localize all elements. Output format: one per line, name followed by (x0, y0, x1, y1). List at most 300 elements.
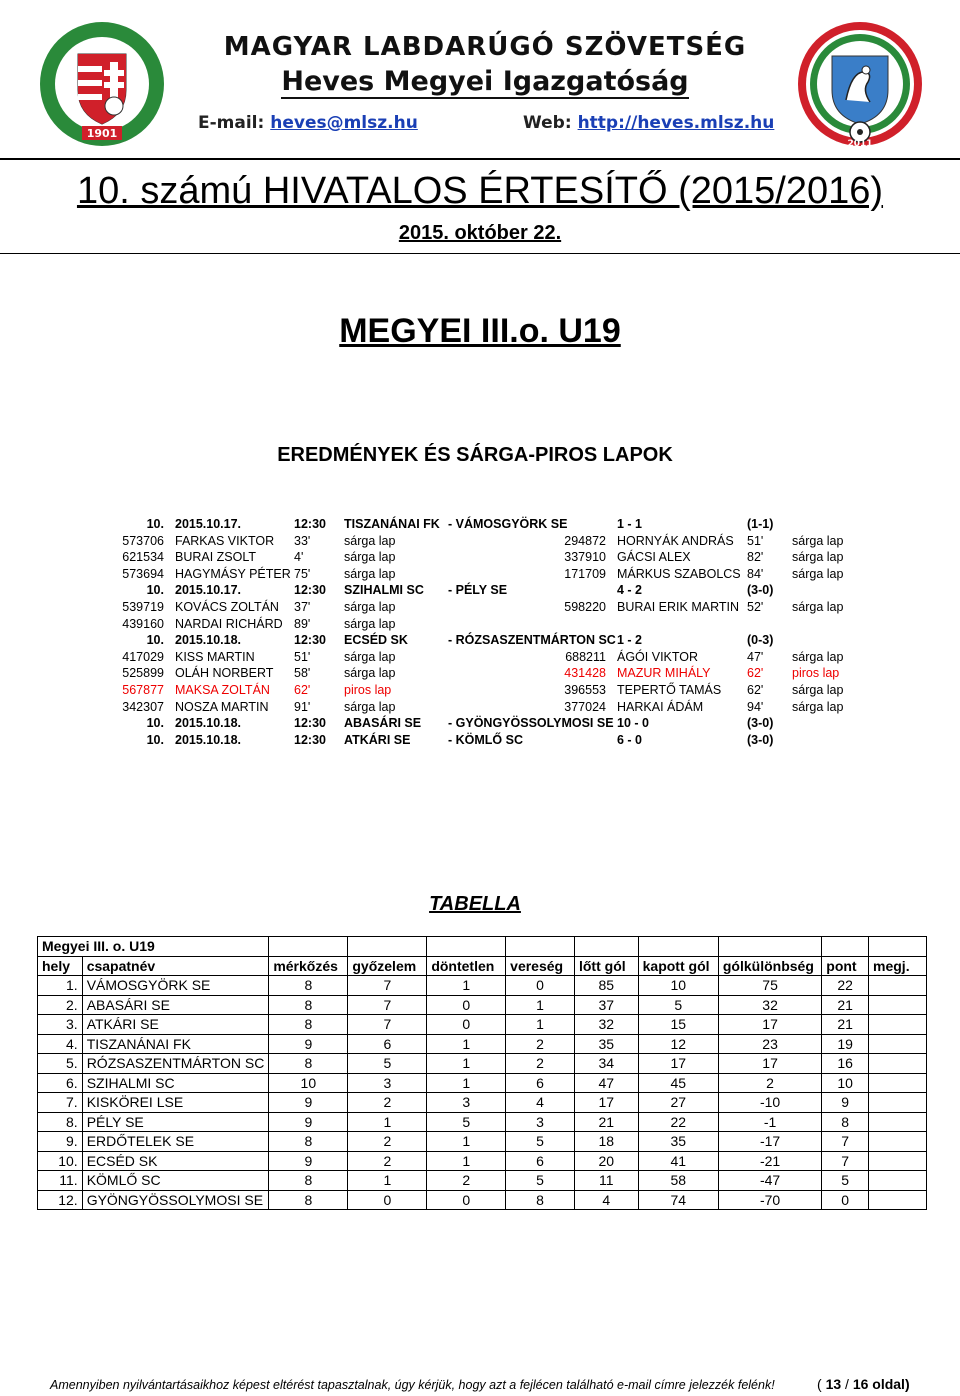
table-row (38, 1190, 927, 1210)
column-header: kapott gól (638, 956, 718, 976)
player-id: 525899 (122, 666, 164, 681)
table-cell: 0 (427, 995, 506, 1015)
table-cell: 8 (269, 995, 348, 1015)
player-id: 294872 (564, 533, 606, 548)
card-row (0, 699, 960, 716)
card-minute: 47' (747, 649, 764, 664)
card-type: sárga lap (344, 566, 396, 581)
table-cell: 7. (38, 1093, 83, 1113)
table-cell (869, 1190, 927, 1210)
table-cell: 34 (574, 1054, 638, 1074)
match-round: 10. (146, 732, 164, 747)
table-cell: 11 (574, 1171, 638, 1191)
page-number: 13 (825, 1376, 842, 1392)
table-cell: 6 (506, 1073, 575, 1093)
player-name: HARKAI ÁDÁM (617, 699, 704, 714)
away-team: - VÁMOSGYÖRK SE (448, 517, 568, 531)
match-round: 10. (146, 633, 164, 648)
card-minute: 52' (747, 599, 764, 614)
match-score: 1 - 1 (617, 517, 643, 531)
column-header: győzelem (348, 956, 427, 976)
column-header: döntetlen (427, 956, 506, 976)
card-minute: 75' (294, 566, 311, 581)
card-minute: 33' (294, 533, 311, 548)
card-row (0, 599, 960, 616)
card-type: sárga lap (344, 550, 396, 565)
card-type: sárga lap (344, 599, 396, 614)
table-cell: 9 (269, 1112, 348, 1132)
home-team: TISZANÁNAI FK (344, 517, 440, 531)
table-cell (869, 1054, 927, 1074)
halftime-score: (1-1) (747, 517, 774, 531)
title-divider (0, 253, 960, 254)
tabella-title (0, 893, 950, 916)
table-cell: 35 (574, 1034, 638, 1054)
table-cell: 35 (638, 1132, 718, 1152)
table-cell: 5 (427, 1112, 506, 1132)
away-team: - RÓZSASZENTMÁRTON SC (448, 633, 616, 648)
table-cell: 0 (427, 1015, 506, 1035)
table-cell: 2 (427, 1171, 506, 1191)
table-cell: 1 (427, 976, 506, 996)
card-minute: 51' (294, 649, 311, 664)
player-id: 342307 (122, 699, 164, 714)
match-round: 10. (146, 716, 164, 731)
table-cell (869, 1151, 927, 1171)
card-type: sárga lap (344, 699, 396, 714)
card-type: sárga lap (792, 649, 844, 664)
table-cell: 10 (638, 976, 718, 996)
page-total: 16 (852, 1376, 869, 1392)
table-cell (869, 1112, 927, 1132)
web-label: Web: (523, 113, 572, 133)
table-cell: 2 (506, 1034, 575, 1054)
match-score: 1 - 2 (617, 633, 643, 648)
card-type: sárga lap (344, 649, 396, 664)
table-cell: 47 (574, 1073, 638, 1093)
table-cell: -47 (718, 1171, 821, 1191)
team-name: ATKÁRI SE (82, 1015, 269, 1035)
bulletin-date-text: 2015. október 22. (398, 222, 562, 244)
team-name: ERDŐTELEK SE (82, 1132, 269, 1152)
table-cell: 1 (427, 1151, 506, 1171)
table-cell: 8 (506, 1190, 575, 1210)
table-cell: 3 (506, 1112, 575, 1132)
team-name: KÖMLŐ SC (82, 1171, 269, 1191)
home-team: ABASÁRI SE (344, 716, 422, 731)
player-name: ÁGÓI VIKTOR (617, 649, 699, 664)
table-row (38, 1112, 927, 1132)
team-name: ABASÁRI SE (82, 995, 269, 1015)
player-id: 688211 (565, 649, 606, 664)
card-minute: 62' (747, 666, 764, 681)
standings-league-label: Megyei III. o. U19 (38, 937, 269, 957)
match-date: 2015.10.17. (175, 517, 242, 531)
column-header: gólkülönbség (718, 956, 821, 976)
table-cell: 4. (38, 1034, 83, 1054)
table-cell: 1 (427, 1054, 506, 1074)
halftime-score: (3-0) (747, 583, 774, 598)
halftime-score: (3-0) (747, 716, 774, 731)
column-header: mérkőzés (269, 956, 348, 976)
table-cell: 8 (269, 1054, 348, 1074)
table-cell: 41 (638, 1151, 718, 1171)
table-cell: 0 (506, 976, 575, 996)
table-row (38, 1015, 927, 1035)
heves-igazgatosag-logo (796, 20, 924, 148)
team-name: PÉLY SE (82, 1112, 269, 1132)
table-cell: 9 (269, 1034, 348, 1054)
table-cell: 7 (822, 1132, 869, 1152)
team-name: ECSÉD SK (82, 1151, 269, 1171)
bulletin-title (0, 170, 960, 213)
table-cell: 2 (348, 1132, 427, 1152)
column-header: lőtt gól (574, 956, 638, 976)
player-name: BURAI ZSOLT (175, 550, 257, 565)
column-header: hely (38, 956, 83, 976)
card-minute: 58' (294, 666, 311, 681)
table-cell: 9 (269, 1151, 348, 1171)
away-team: - KÖMLŐ SC (448, 732, 523, 747)
logo-year-left: 1901 (86, 127, 118, 140)
table-cell: 19 (822, 1034, 869, 1054)
match-date: 2015.10.17. (175, 583, 242, 598)
player-name: HAGYMÁSY PÉTER (175, 566, 291, 581)
bulletin-date (0, 222, 960, 245)
table-row (38, 976, 927, 996)
player-name: KISS MARTIN (175, 649, 255, 664)
table-cell: 21 (822, 995, 869, 1015)
table-cell: 12 (638, 1034, 718, 1054)
table-row (38, 1132, 927, 1152)
team-name: TISZANÁNAI FK (82, 1034, 269, 1054)
table-cell: 22 (822, 976, 869, 996)
card-type: sárga lap (792, 599, 844, 614)
table-cell: 20 (574, 1151, 638, 1171)
table-cell: 27 (638, 1093, 718, 1113)
email-link[interactable]: heves@mlsz.hu (270, 113, 418, 133)
player-id: 417029 (122, 649, 164, 664)
card-row (0, 549, 960, 566)
team-name: VÁMOSGYÖRK SE (82, 976, 269, 996)
bulletin-title-text: 10. számú HIVATALOS ÉRTESÍTŐ (2015/2016) (76, 170, 884, 212)
card-type: sárga lap (344, 666, 396, 681)
table-cell: 58 (638, 1171, 718, 1191)
table-cell: 0 (822, 1190, 869, 1210)
card-type: sárga lap (344, 533, 396, 548)
team-name: KISKÖREI LSE (82, 1093, 269, 1113)
player-name: NOSZA MARTIN (175, 699, 269, 714)
table-cell: 7 (348, 1015, 427, 1035)
card-type: piros lap (344, 682, 392, 697)
card-minute: 4' (294, 550, 304, 565)
table-cell: 6 (506, 1151, 575, 1171)
match-round: 10. (146, 583, 164, 598)
results-list (0, 516, 960, 748)
match-row (0, 582, 960, 599)
match-row (0, 516, 960, 533)
card-type: sárga lap (792, 533, 844, 548)
player-id: 573706 (122, 533, 164, 548)
table-cell: 6 (348, 1034, 427, 1054)
player-id: 621534 (122, 550, 164, 565)
table-cell: 2 (348, 1093, 427, 1113)
table-cell: 3. (38, 1015, 83, 1035)
table-cell: 8 (269, 1171, 348, 1191)
card-minute: 82' (747, 550, 764, 565)
table-cell: 8. (38, 1112, 83, 1132)
table-cell (869, 995, 927, 1015)
table-row (38, 1171, 927, 1191)
player-id: 567877 (122, 682, 164, 697)
player-name: NARDAI RICHÁRD (175, 616, 283, 631)
table-cell: 8 (822, 1112, 869, 1132)
table-cell: 3 (427, 1093, 506, 1113)
player-id: 573694 (122, 566, 164, 581)
match-row (0, 632, 960, 649)
table-cell: 7 (348, 995, 427, 1015)
web-contact (523, 113, 774, 133)
table-cell: 37 (574, 995, 638, 1015)
column-header: pont (822, 956, 869, 976)
match-time: 12:30 (294, 716, 326, 731)
table-cell: 16 (822, 1054, 869, 1074)
table-cell: 7 (822, 1151, 869, 1171)
table-cell (869, 1132, 927, 1152)
match-row (0, 715, 960, 732)
match-score: 10 - 0 (617, 716, 649, 731)
card-row (0, 616, 960, 633)
table-cell: 0 (427, 1190, 506, 1210)
match-time: 12:30 (294, 633, 326, 648)
table-cell: 1 (348, 1171, 427, 1191)
player-name: MAKSA ZOLTÁN (175, 682, 270, 697)
table-cell: -70 (718, 1190, 821, 1210)
card-minute: 62' (294, 682, 311, 697)
player-id: 431428 (564, 666, 606, 681)
card-row (0, 682, 960, 699)
table-cell: 9 (822, 1093, 869, 1113)
player-name: MÁRKUS SZABOLCS (617, 566, 741, 581)
table-cell: 17 (574, 1093, 638, 1113)
table-cell: 2 (718, 1073, 821, 1093)
table-cell: 85 (574, 976, 638, 996)
table-row (38, 1034, 927, 1054)
card-type: piros lap (792, 666, 840, 681)
card-minute: 91' (294, 699, 311, 714)
table-cell (869, 1034, 927, 1054)
table-cell: 21 (822, 1015, 869, 1035)
page-open: ( (817, 1376, 822, 1392)
player-id: 171709 (564, 566, 606, 581)
card-minute: 51' (747, 533, 764, 548)
player-name: OLÁH NORBERT (175, 666, 274, 681)
card-type: sárga lap (792, 550, 844, 565)
results-section-title: EREDMÉNYEK ÉS SÁRGA-PIROS LAPOK (277, 444, 673, 466)
league-title-text: MEGYEI III.o. U19 (339, 312, 621, 350)
table-cell: 6. (38, 1073, 83, 1093)
match-date: 2015.10.18. (175, 732, 242, 747)
table-row (38, 1151, 927, 1171)
table-cell: 75 (718, 976, 821, 996)
table-cell: 5 (506, 1171, 575, 1191)
table-cell (869, 1171, 927, 1191)
table-cell: -17 (718, 1132, 821, 1152)
table-cell: 4 (574, 1190, 638, 1210)
home-team: ATKÁRI SE (344, 732, 411, 747)
table-cell: -21 (718, 1151, 821, 1171)
page-separator: / (845, 1376, 849, 1392)
table-cell: 1 (427, 1132, 506, 1152)
match-time: 12:30 (294, 583, 326, 598)
player-id: 377024 (564, 699, 606, 714)
table-cell: 1 (506, 995, 575, 1015)
home-team: SZIHALMI SC (344, 583, 424, 598)
table-cell: 8 (269, 976, 348, 996)
table-cell: 10 (822, 1073, 869, 1093)
web-link[interactable]: http://heves.mlsz.hu (577, 113, 775, 133)
logo-year-right: 2011 (847, 139, 873, 148)
standings-league-row (38, 937, 927, 957)
table-cell: 5 (638, 995, 718, 1015)
table-cell: 5. (38, 1054, 83, 1074)
table-cell: 1 (506, 1015, 575, 1035)
player-name: HORNYÁK ANDRÁS (617, 533, 734, 548)
table-cell: 32 (574, 1015, 638, 1035)
table-row (38, 995, 927, 1015)
card-type: sárga lap (792, 566, 844, 581)
table-cell: 23 (718, 1034, 821, 1054)
player-name: MAZUR MIHÁLY (617, 666, 711, 681)
card-minute: 37' (294, 599, 311, 614)
card-type: sárga lap (792, 682, 844, 697)
home-team: ECSÉD SK (344, 633, 408, 648)
table-cell: 11. (38, 1171, 83, 1191)
table-cell (869, 1093, 927, 1113)
standings-table (37, 936, 927, 1210)
table-cell: 3 (348, 1073, 427, 1093)
player-id: 337910 (564, 550, 606, 565)
match-time: 12:30 (294, 732, 326, 747)
org-subtitle-text: Heves Megyei Igazgatóság (281, 66, 689, 97)
player-name: GÁCSI ALEX (617, 550, 691, 565)
table-cell: -10 (718, 1093, 821, 1113)
card-row (0, 665, 960, 682)
table-row (38, 1054, 927, 1074)
table-cell: 2 (348, 1151, 427, 1171)
table-cell: 74 (638, 1190, 718, 1210)
match-date: 2015.10.18. (175, 633, 242, 648)
page-indicator (817, 1376, 910, 1392)
table-cell: 45 (638, 1073, 718, 1093)
table-cell: 1 (348, 1112, 427, 1132)
team-name: RÓZSASZENTMÁRTON SC (82, 1054, 269, 1074)
column-header: megj. (869, 956, 927, 976)
table-cell: 0 (348, 1190, 427, 1210)
table-cell: 8 (269, 1132, 348, 1152)
player-id: 396553 (564, 682, 606, 697)
column-header: csapatnév (82, 956, 269, 976)
table-cell: 10 (269, 1073, 348, 1093)
card-row (0, 566, 960, 583)
table-cell: 5 (822, 1171, 869, 1191)
match-date: 2015.10.18. (175, 716, 242, 731)
table-cell: 2. (38, 995, 83, 1015)
table-cell: 7 (348, 976, 427, 996)
column-header: vereség (506, 956, 575, 976)
table-cell: 21 (574, 1112, 638, 1132)
match-score: 6 - 0 (617, 732, 643, 747)
table-cell: 8 (269, 1190, 348, 1210)
table-cell: 1. (38, 976, 83, 996)
table-cell: 22 (638, 1112, 718, 1132)
table-cell: -1 (718, 1112, 821, 1132)
table-cell: 32 (718, 995, 821, 1015)
mlsz-logo (38, 20, 166, 148)
table-cell: 5 (506, 1132, 575, 1152)
table-cell: 15 (638, 1015, 718, 1035)
footer-note: Amennyiben nyilvántartásaikhoz képest eltérést tapasztalnak, úgy kérjük, hogy azt a fejlécen található e-mail címre jelezzék felénk! (50, 1378, 775, 1392)
email-label: E-mail: (198, 113, 265, 133)
table-cell: 17 (638, 1054, 718, 1074)
match-row (0, 732, 960, 749)
team-name: GYÖNGYÖSSOLYMOSI SE (82, 1190, 269, 1210)
table-cell: 8 (269, 1015, 348, 1035)
table-cell: 9. (38, 1132, 83, 1152)
card-type: sárga lap (792, 699, 844, 714)
table-cell: 5 (348, 1054, 427, 1074)
player-name: KOVÁCS ZOLTÁN (175, 599, 279, 614)
halftime-score: (0-3) (747, 633, 774, 648)
page-word: oldal) (872, 1376, 910, 1392)
card-row (0, 649, 960, 666)
table-cell: 9 (269, 1093, 348, 1113)
away-team: - PÉLY SE (448, 583, 508, 598)
match-time: 12:30 (294, 517, 326, 531)
org-subtitle (180, 66, 790, 97)
table-cell (869, 976, 927, 996)
halftime-score: (3-0) (747, 732, 774, 747)
card-type: sárga lap (344, 616, 396, 631)
team-name: SZIHALMI SC (82, 1073, 269, 1093)
card-minute: 62' (747, 682, 764, 697)
table-cell: 4 (506, 1093, 575, 1113)
player-name: BURAI ERIK MARTIN (617, 599, 740, 614)
table-cell: 10. (38, 1151, 83, 1171)
card-minute: 84' (747, 566, 764, 581)
card-row (0, 533, 960, 550)
player-id: 439160 (122, 616, 164, 631)
org-name: MAGYAR LABDARÚGÓ SZÖVETSÉG (223, 32, 747, 62)
table-cell (869, 1015, 927, 1035)
email-contact (198, 113, 418, 133)
table-cell: 1 (427, 1073, 506, 1093)
player-id: 598220 (564, 599, 606, 614)
standings-header-row (38, 956, 927, 976)
match-round: 10. (146, 517, 164, 531)
table-cell: 17 (718, 1054, 821, 1074)
league-title (0, 312, 960, 351)
table-cell: 18 (574, 1132, 638, 1152)
table-cell: 2 (506, 1054, 575, 1074)
table-row (38, 1073, 927, 1093)
header-divider (0, 158, 960, 160)
away-team: - GYÖNGYÖSSOLYMOSI SE (448, 716, 614, 731)
player-name: TEPERTŐ TAMÁS (617, 682, 722, 697)
match-score: 4 - 2 (617, 583, 643, 598)
card-minute: 89' (294, 616, 311, 631)
player-name: FARKAS VIKTOR (175, 533, 275, 548)
